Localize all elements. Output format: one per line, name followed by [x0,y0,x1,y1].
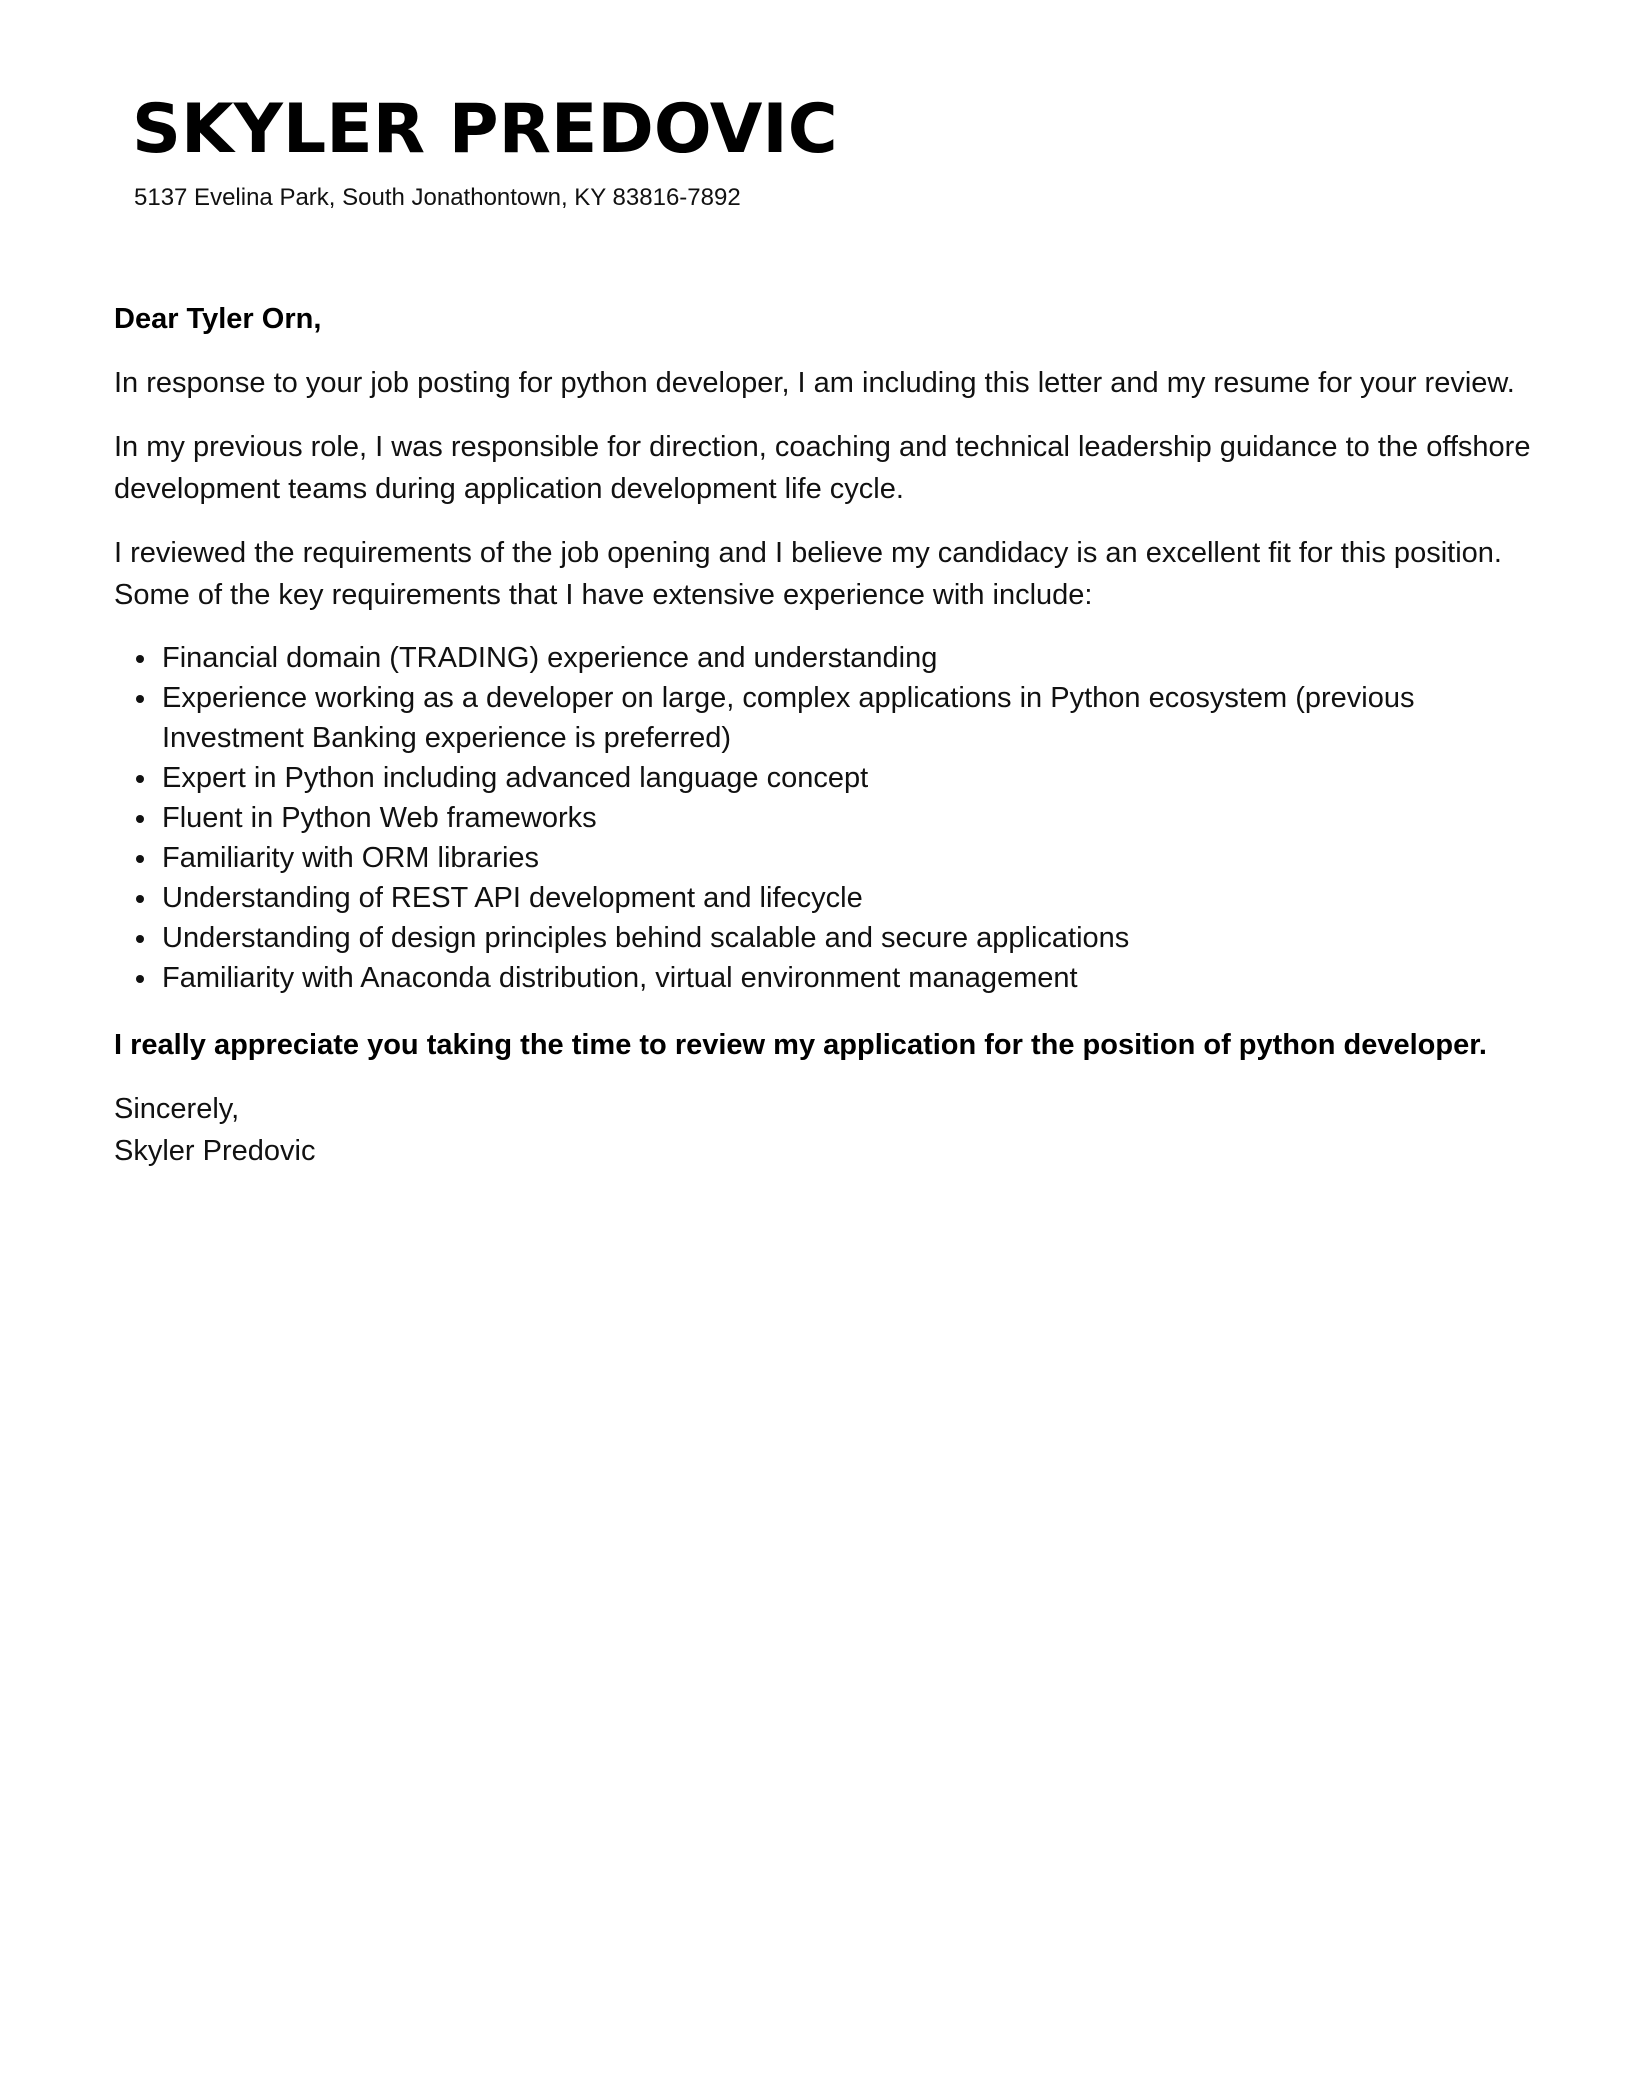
letter-body [114,298,1534,1172]
list-item-text: Financial domain (TRADING) experience and understanding [162,642,938,674]
list-item-text: Understanding of design principles behind scalable and secure applications [162,922,1130,954]
letter-header [132,88,1432,214]
list-item [114,838,1534,878]
signoff: Sincerely, [114,1093,240,1125]
list-item-text: Understanding of REST API development and lifecycle [162,882,863,914]
bullet-icon [136,775,144,783]
bullet-icon [136,975,144,983]
list-item-text: Fluent in Python Web frameworks [162,802,597,834]
list-item [114,758,1534,798]
paragraph-requirements-intro: I reviewed the requirements of the job opening and I believe my candidacy is an excellent fit for this position. Some of the key requirements that I have extensive experience with include: [114,537,1502,611]
list-item [114,798,1534,838]
bullet-icon [136,815,144,823]
salutation: Dear Tyler Orn, [114,303,322,335]
bullet-icon [136,895,144,903]
applicant-address: 5137 Evelina Park, South Jonathontown, KY 83816-7892 [134,184,741,211]
bullet-icon [136,655,144,663]
bullet-icon [136,855,144,863]
signoff-block [114,1088,1534,1172]
paragraph-intro: In response to your job posting for python developer, I am including this letter and my resume for your review. [114,367,1515,399]
bullet-icon [136,695,144,703]
requirements-list [114,638,1534,998]
list-item [114,958,1534,998]
list-item-text: Experience working as a developer on large, complex applications in Python ecosystem (previous Investment Banking experience is preferred) [162,682,1415,754]
list-item-text: Familiarity with Anaconda distribution, virtual environment management [162,962,1078,994]
list-item [114,638,1534,678]
applicant-name: SKYLER PREDOVIC [132,90,838,169]
closing-statement: I really appreciate you taking the time to review my application for the position of python developer. [114,1029,1487,1061]
list-item-text: Familiarity with ORM libraries [162,842,540,874]
list-item [114,878,1534,918]
bullet-icon [136,935,144,943]
paragraph-previous-role: In my previous role, I was responsible for direction, coaching and technical leadership guidance to the offshore development teams during application development life cycle. [114,431,1531,505]
signature-name: Skyler Predovic [114,1135,316,1167]
list-item [114,678,1534,758]
list-item [114,918,1534,958]
list-item-text: Expert in Python including advanced language concept [162,762,869,794]
